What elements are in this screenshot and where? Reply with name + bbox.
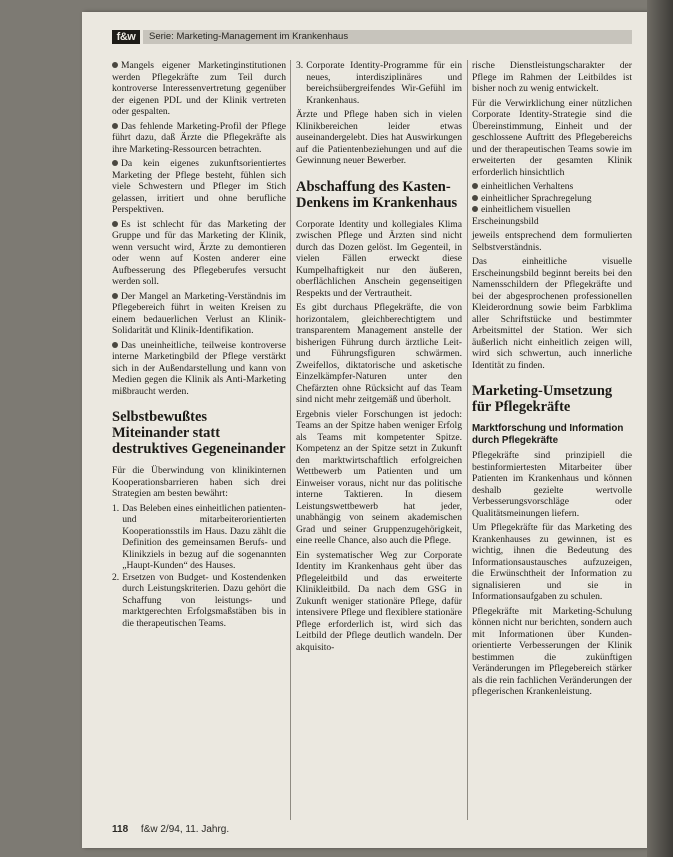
column-left	[112, 60, 286, 820]
body-paragraph: Corporate Identity und kollegiales Klima zwischen Pflege und Ärzten sind nicht durch das Dozen gelöst. Im Gegenteil, in vielen Fällen erweckt diese Kumpelhaftigkeit nur den äußeren, oberflächlichen Anschein gegenseitigen Respekts und der Vertrautheit.	[296, 218, 462, 299]
numbered-list	[296, 60, 462, 106]
bullet-paragraph: Das uneinheitliche, teilweise kontroverse interne Marketingbild der Pflege verstärkt sich in der Außendarstellung und kann von Medien gegen die Klinik als Anti-Marketing mißbraucht werden.	[112, 339, 286, 397]
list-item: einheitlicher Sprachregelung	[472, 193, 632, 205]
list-item-text: Das Beleben eines einheitlichen patienten- und mitarbeiterorientierten Kooperationsstils im Haus. Dazu zählt die Definition des gemeinsamen Berufs- und Klinikziels in bezug auf die sogenannten „Haupt-Kunden“ des Hauses.	[122, 502, 286, 571]
list-item: einheitlichem visuellen Erscheinungsbild	[472, 204, 632, 227]
journal-citation: f&w 2/94, 11. Jahrg.	[140, 824, 230, 835]
body-paragraph: Ärzte und Pflege haben sich in vielen Klinikbereichen leider etwas auseinandergelebt. Dies hat Auswirkungen auf die Patientenbeziehungen und auf die Gewinnung neuer Bewerber.	[296, 109, 462, 166]
body-paragraph: Pflegekräfte mit Marketing-Schulung können nicht nur berichten, sondern auch mit Informationen über Kunden-orientierte Verbesserungen der Klinik bestimmen die zukünftigen Veränderungen im Pflegebereich stärker als die rein fachlichen Veränderungen der pflegerischen Krankenleistung.	[472, 605, 632, 697]
list-item	[112, 572, 286, 630]
bullet-list	[472, 181, 632, 227]
bullet-paragraph: Der Mangel an Marketing-Verständnis im Pflegebereich führt in weiten Kreisen zu einem bedauerlichen Verlust an Klinik-Solidarität und Klinik-Identifikation.	[112, 290, 286, 336]
list-item: einheitlichen Verhaltens	[472, 181, 632, 193]
body-paragraph: Für die Überwindung von klinikinternen Kooperationsbarrieren haben sich drei Strategien am besten bewährt:	[112, 465, 286, 499]
list-item	[112, 503, 286, 572]
list-item	[296, 60, 462, 106]
column-divider	[290, 60, 291, 820]
body-paragraph: Pflegekräfte sind prinzipiell die bestinformiertesten Mitarbeiter über Patienten im Krankenhaus und können deshalb gezielte wertvolle Verbesserungsvorschläge oder Qualitätsmeinungen liefern.	[472, 450, 632, 519]
list-number: 2.	[112, 571, 120, 583]
section-heading: Abschaffung des Kasten-Denkens im Krankenhaus	[296, 178, 458, 211]
body-paragraph: Ein systematischer Weg zur Corporate Identity im Krankenhaus geht über das Pflegeleitbild und das erweiterte Klinikleitbild. Da nach dem GSG in Zukunft weniger stationäre Pflege, dafür intensivere Pflege und flexiblere stationäre Pflege erforderlich ist, wird sich das Leitbild der Pflege deutlich wandeln. Der akquisito-	[296, 549, 462, 653]
bullet-paragraph: Mangels eigener Marketinginstitutionen werden Pflegekräfte zum Teil durch kontroverse Interessenvertretung gegenüber der eigenen PDL und der Klinik vertreten oder gespalten.	[112, 60, 286, 117]
body-paragraph: jeweils entsprechend dem formulierten Selbstverständnis.	[472, 230, 632, 253]
body-paragraph: Ergebnis vieler Forschungen ist jedoch: Teams an der Spitze haben weniger Erfolg als Teams mit kompetenter Spitze. Kompetenz an der Spitze setzt in Zukunft den marktwirtschaftlich erfolgreichen Wettbewerb um Patienten und um Einweiser voraus, nicht nur das politische interne Taktieren. In diesem Leistungswettbewerb hat jeder, unabhängig von seinem akademischen Grad und seiner Gruppenzugehörigkeit, eine reelle Chance, also auch die Pflege.	[296, 408, 462, 546]
bullet-paragraph: Das fehlende Marketing-Profil der Pflege führt dazu, daß Ärzte die Pflegekräfte als ihre Marketing-Ressourcen betrachten.	[112, 120, 286, 155]
body-paragraph: Es gibt durchaus Pflegekräfte, die von horizontalem, gleichberechtigtem und transparentem Management anstelle der bisherigen Führung durch ärztliche Leit- und Führungsfiguren schwärmen. Zweifellos, diktatorische und asketische Einzelkämpfer-Naturen unter den Chefärzten ohne Rücksicht auf das Team sind nicht mehr zeitgemäß und überholt.	[296, 302, 462, 405]
list-item-text: Ersetzen von Budget- und Kostendenken durch Leistungskriterien. Dazu gehört die Schaffung von leistungs- und marktgerechten Erfolgsmaßstäben bis in die therapeutischen Teams.	[122, 571, 286, 629]
bullet-paragraph: Da kein eigenes zukunftsorientiertes Marketing der Pflege besteht, fühlen sich viele Schwestern und Pfleger im Stich gelassen, irritiert und ohne berufliche Perspektiven.	[112, 158, 286, 215]
numbered-list	[112, 503, 286, 630]
binding-shadow	[647, 0, 673, 857]
body-paragraph: rische Dienstleistungscharakter der Pflege im Rahmen der Leitbildes ist bisher noch zu wenig entwickelt.	[472, 60, 632, 94]
journal-logo: f&w	[112, 30, 140, 44]
page-footer	[112, 824, 229, 835]
section-heading: Selbstbewußtes Miteinander statt destruktives Gegeneinander	[112, 409, 286, 457]
page-number: 118	[112, 824, 129, 835]
bullet-paragraph: Es ist schlecht für das Marketing der Gruppe und für das Marketing der Klinik, wenn versucht wird, Ärzte zu demontieren oder wenn auf Kosten anderer eine Aufbesserung des Pflegeberufes versucht werden soll.	[112, 218, 286, 287]
column-middle	[296, 60, 462, 820]
list-item-text: Corporate Identity-Programme für ein neues, interdisziplinäres und bereichsübergreifendes Wir-Gefühl im Krankenhaus.	[306, 60, 462, 106]
magazine-page	[82, 12, 648, 848]
body-paragraph: Für die Verwirklichung einer nützlichen Corporate Identity-Strategie sind die Übereinstimmung, Einheit und der geschlossene Auftritt des Pflegebereichs und der therapeutischen Teams sowie im erweiterten der gesamten Klinik erforderlich hinsichtlich	[472, 97, 632, 178]
page-header	[112, 30, 632, 44]
body-paragraph: Um Pflegekräfte für das Marketing des Krankenhauses zu gewinnen, ist es wichtig, ihnen die Bedeutung des Informationsaustausches aufzuzeigen, die Erwünschtheit der Information zu signalisieren und sie in Informationsaufgaben zu schulen.	[472, 522, 632, 602]
subsection-heading: Marktforschung und Information durch Pflegekräfte	[472, 423, 624, 446]
column-right	[472, 60, 632, 820]
body-paragraph: Das einheitliche visuelle Erscheinungsbild beginnt bereits bei den Namensschildern der Pflegekräfte und bei der abgesprochenen professionellen Kleiderordnung sowie beim Farbklima aller Schriftstücke und bestimmter Arbeitsmittel der Station. Wer sich äußerlich nicht einheitlich zeigen will, wird sich schwertun, auch innerliche Identität zu finden.	[472, 256, 632, 371]
series-title: Serie: Marketing-Management im Krankenhaus	[143, 30, 632, 44]
list-number: 1.	[112, 502, 120, 514]
section-heading: Marketing-Umsetzung für Pflegekräfte	[472, 383, 613, 415]
column-divider	[467, 60, 468, 820]
list-number: 3.	[296, 60, 304, 71]
